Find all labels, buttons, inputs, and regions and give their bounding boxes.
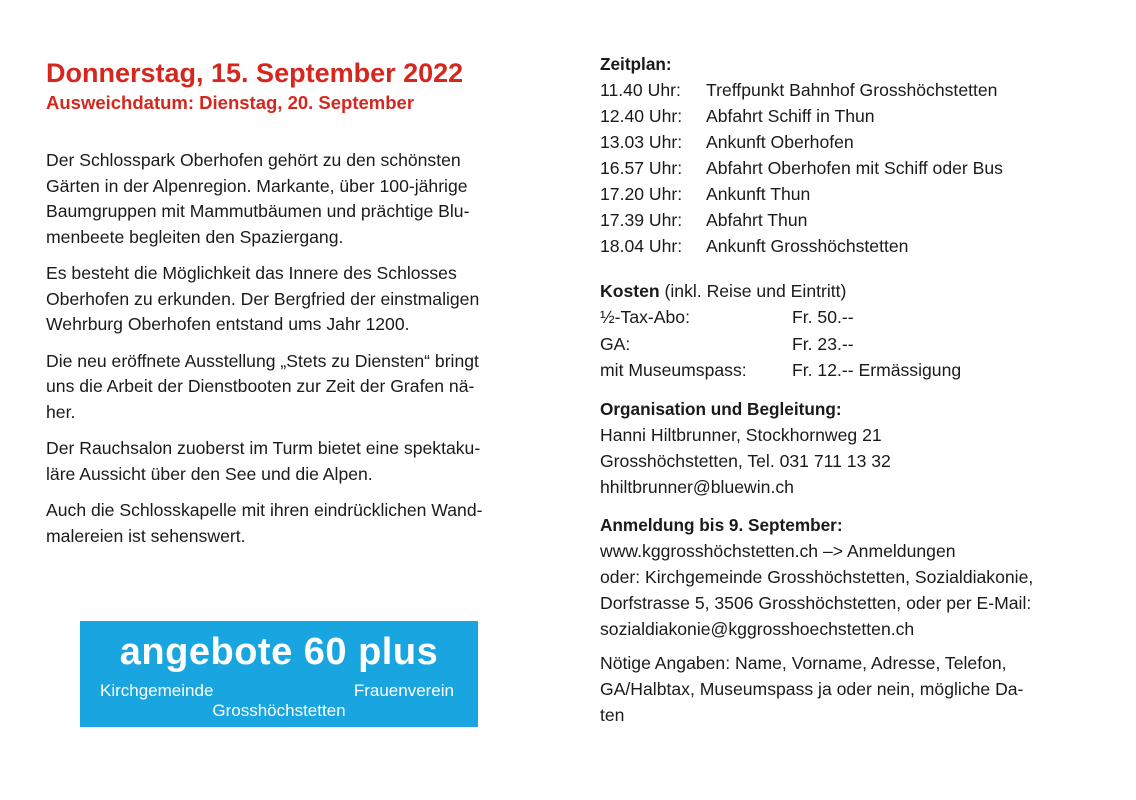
schedule-time: 17.39 Uhr:	[600, 210, 683, 230]
text-line: Es besteht die Möglichkeit das Innere des Schlosses	[46, 263, 457, 283]
logo-kirchgemeinde: Kirchgemeinde	[100, 681, 214, 700]
paragraph	[46, 349, 546, 426]
registration-details-line: Nötige Angaben: Name, Vorname, Adresse, Telefon,	[600, 652, 1007, 673]
event-date-title: Donnerstag, 15. September 2022	[46, 58, 464, 88]
schedule-heading: Zeitplan:	[600, 54, 672, 74]
logo-title: angebote 60 plus	[119, 631, 439, 673]
schedule-time: 17.20 Uhr:	[600, 184, 683, 204]
text-line: uns die Arbeit der Dienstbooten zur Zeit der Grafen nä-	[46, 376, 475, 396]
paragraph	[46, 498, 546, 549]
registration-text-line: oder: Kirchgemeinde Grosshöchstetten, Sozialdiakonie,	[600, 566, 1034, 587]
schedule-text: Abfahrt Schiff in Thun	[706, 106, 875, 126]
cost-price: Fr. 50.--	[792, 307, 854, 327]
cost-price: Fr. 12.-- Ermässigung	[792, 360, 962, 380]
cost-item	[600, 304, 1120, 331]
schedule-time: 13.03 Uhr:	[600, 132, 683, 152]
cost-label: ½-Tax-Abo:	[600, 307, 690, 327]
organisation-city-phone: Grosshöchstetten, Tel. 031 711 13 32	[600, 450, 891, 471]
schedule-item	[600, 207, 1120, 233]
organisation-heading: Organisation und Begleitung:	[600, 398, 842, 419]
text-line: menbeete begleiten den Spaziergang.	[46, 226, 344, 247]
registration-details-line: ten	[600, 704, 625, 725]
schedule-text: Ankunft Oberhofen	[706, 132, 854, 152]
text-line: Gärten in der Alpenregion. Markante, über 100-jährige	[46, 175, 468, 196]
costs-heading-line	[600, 278, 1120, 304]
text-line: Wehrburg Oberhofen entstand ums Jahr 1200.	[46, 314, 410, 334]
organisation-name-address: Hanni Hiltbrunner, Stockhornweg 21	[600, 424, 882, 445]
registration-heading: Anmeldung bis 9. September:	[600, 514, 843, 535]
paragraph	[46, 436, 546, 487]
logo-location: Grosshöchstetten	[212, 701, 346, 720]
alternate-date: Ausweichdatum: Dienstag, 20. September	[46, 92, 415, 113]
schedule-time: 18.04 Uhr:	[600, 236, 683, 256]
cost-price: Fr. 23.--	[792, 333, 854, 354]
right-column	[600, 52, 1120, 728]
schedule-text: Ankunft Thun	[706, 184, 811, 204]
left-column	[46, 56, 546, 549]
text-line: Oberhofen zu erkunden. Der Bergfried der einstmaligen	[46, 288, 480, 309]
schedule-item	[600, 155, 1120, 181]
cost-item	[600, 357, 1120, 384]
cost-label: GA:	[600, 333, 631, 354]
schedule-text: Abfahrt Thun	[706, 210, 808, 230]
schedule-item	[600, 77, 1120, 103]
schedule-text: Abfahrt Oberhofen mit Schiff oder Bus	[706, 158, 1003, 178]
schedule-text: Treffpunkt Bahnhof Grosshöchstetten	[706, 80, 998, 100]
cost-label: mit Museumspass:	[600, 360, 747, 380]
paragraph	[46, 148, 546, 250]
angebote-60-plus-logo	[80, 621, 478, 727]
costs-note: (inkl. Reise und Eintritt)	[659, 281, 847, 301]
schedule-item	[600, 233, 1120, 259]
text-line: Baumgruppen mit Mammutbäumen und prächtige Blu-	[46, 201, 470, 221]
paragraph	[46, 261, 546, 338]
registration-details-line: GA/Halbtax, Museumspass ja oder nein, mögliche Da-	[600, 678, 1024, 699]
schedule-item	[600, 129, 1120, 155]
text-line: malereien ist sehenswert.	[46, 525, 246, 546]
text-line: Auch die Schlosskapelle mit ihren eindrücklichen Wand-	[46, 500, 483, 520]
registration-website[interactable]: www.kggrosshöchstetten.ch –> Anmeldungen	[600, 540, 956, 561]
schedule-list	[600, 77, 1120, 259]
schedule-item	[600, 103, 1120, 129]
text-line: her.	[46, 401, 76, 422]
organisation-email[interactable]: hhiltbrunner@bluewin.ch	[600, 476, 794, 497]
text-line: Die neu eröffnete Ausstellung „Stets zu Diensten“ bringt	[46, 350, 479, 371]
text-line: Der Schlosspark Oberhofen gehört zu den schönsten	[46, 150, 461, 170]
schedule-time: 11.40 Uhr:	[600, 80, 681, 100]
costs-heading: Kosten	[600, 281, 660, 301]
schedule-item	[600, 181, 1120, 207]
schedule-time: 16.57 Uhr:	[600, 158, 683, 178]
text-line: Der Rauchsalon zuoberst im Turm bietet eine spektaku-	[46, 438, 481, 458]
registration-email[interactable]: sozialdiakonie@kggrosshoechstetten.ch	[600, 618, 915, 639]
cost-item	[600, 331, 1120, 358]
logo-frauenverein: Frauenverein	[353, 681, 454, 700]
schedule-text: Ankunft Grosshöchstetten	[706, 236, 909, 256]
registration-text-line: Dorfstrasse 5, 3506 Grosshöchstetten, oder per E-Mail:	[600, 592, 1032, 613]
schedule-time: 12.40 Uhr:	[600, 106, 683, 126]
text-line: läre Aussicht über den See und die Alpen.	[46, 463, 373, 484]
